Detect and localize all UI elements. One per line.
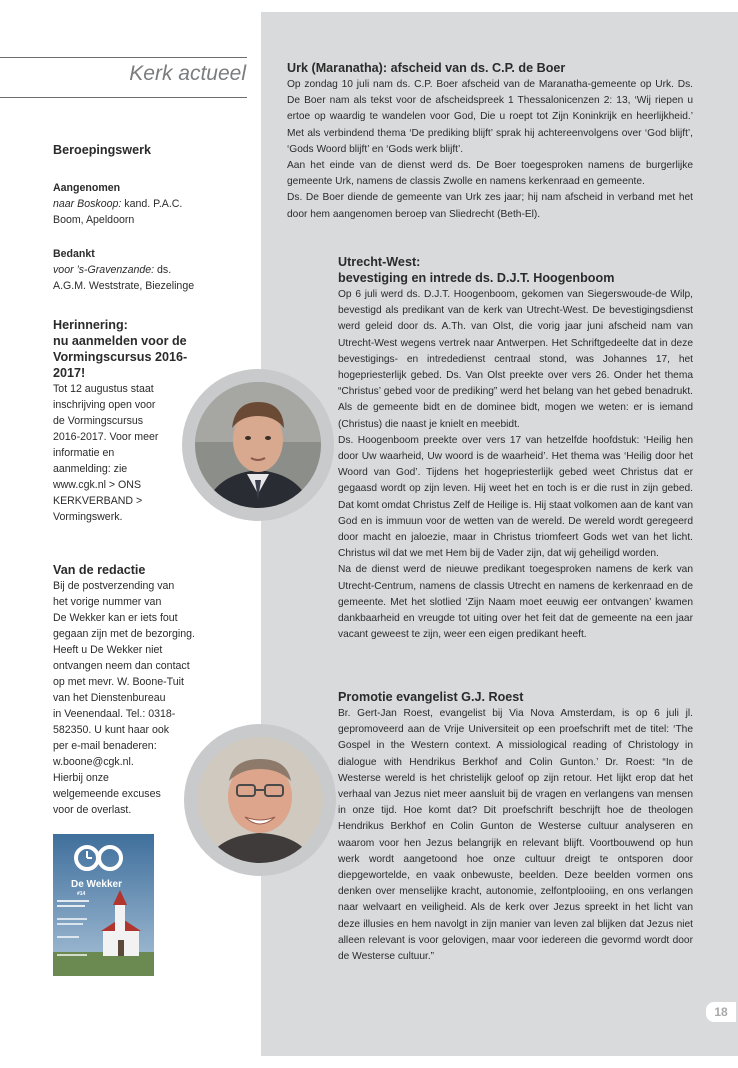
herinnering-body-line: Tot 12 augustus staat xyxy=(53,383,154,395)
redactie-body-line: welgemeende excuses xyxy=(53,788,161,800)
aangenomen-place: naar Boskoop: xyxy=(53,198,122,210)
beroepingswerk-heading: Beroepingswerk xyxy=(53,143,151,157)
aangenomen-label: Aangenomen xyxy=(53,182,121,194)
redactie-body-line: voor de overlast. xyxy=(53,804,132,816)
aangenomen-line xyxy=(53,196,253,212)
redactie-email-link[interactable]: w.boone@cgk.nl. xyxy=(53,756,134,768)
herinnering-heading xyxy=(53,317,253,381)
herinnering-heading-line: nu aanmelden voor de xyxy=(53,334,187,348)
portrait-hoogenboom xyxy=(195,382,321,508)
herinnering-link-line[interactable]: www.cgk.nl > ONS xyxy=(53,479,142,491)
bedankt-label: Bedankt xyxy=(53,248,95,260)
cover-illustration xyxy=(53,834,154,976)
de-wekker-cover-image xyxy=(53,834,154,976)
article-title xyxy=(338,254,693,286)
section-title: Kerk actueel xyxy=(129,62,246,85)
redactie-body-line: op met mevr. W. Boone-Tuit xyxy=(53,676,184,688)
header-rule-top xyxy=(0,57,247,58)
redactie-body-line: van het Dienstenbureau xyxy=(53,692,166,704)
herinnering-heading-line: Herinnering: xyxy=(53,318,128,332)
redactie-body-line: ontvangen neem dan contact xyxy=(53,660,190,672)
article-paragraph: Na de dienst werd de nieuwe predikant toegesproken namens de kerk van Utrecht-Centrum, namens de classis Utrecht en namens de kerkenraad en de gemeente. Met het slotlied ‘Zijn Naam moet eeuwig eer ontvangen’ kwamen dankbaarheid en vreugde tot uiting over het feit dat de gemeente na een jaar vacant geweest te zijn, weer een eigen predikant heeft. xyxy=(338,564,693,641)
redactie-body-line: Bij de postverzending van xyxy=(53,580,175,592)
article-paragraph: Op zondag 10 juli nam ds. C.P. Boer afscheid van de Maranatha-gemeente op Urk. Ds. De Boer nam als tekst voor de afscheidspreek 1 Thessalonicenzen 2: 13, ‘Wij riepen u ertoe op waardig te wandelen voor God, Die u roept tot Zijn Koninkrijk en heerlijkheid.’ Met als verbindend thema ‘De prediking blijft’ sprak hij achtereenvolgens over ‘God blijft’, ‘Gods Woord blijft’ en ‘Gods werk blijft’. xyxy=(287,79,693,155)
page-number: 18 xyxy=(706,1002,736,1022)
redactie-body-line: Heeft u De Wekker niet xyxy=(53,644,163,656)
redactie-body-line: gegaan zijn met de bezorging. xyxy=(53,628,195,640)
bedankt-text: ds. xyxy=(154,264,172,276)
herinnering-heading-line: Vormingscursus 2016- xyxy=(53,350,188,364)
herinnering-link-line[interactable]: Vormingswerk. xyxy=(53,511,123,523)
herinnering-heading-line: 2017! xyxy=(53,366,86,380)
portrait-roest-frame xyxy=(184,724,336,876)
bedankt-text2: A.G.M. Weststrate, Biezelinge xyxy=(53,280,195,292)
article-paragraph: Ds. Hoogenboom preekte over vers 17 van hetzelfde hoofdstuk: ‘Heilig hen door Uw waarheid, Uw woord is de waarheid’. Het thema was ‘Heilig door het Woord van God’. Tijdens het hogepriesterlijk gebed weet Christus dat er gegaasd wordt op zijn leven. Hij weet het en toch is er die rust in zijn gebed. Dat komt omdat Christus Zelf de Heilige is. Hij staat volkomen aan de kant van God en is immuun voor de wetten van de wereld. De wereld wordt geregeerd door macht en jaloezie, maar in Christus triomfeert Gods wet van het licht. Christus wil dat we met Hem bij de Vader zijn, dat wij geheiligd worden. xyxy=(338,434,693,560)
article-paragraph: Ds. De Boer diende de gemeente van Urk zes jaar; hij nam afscheid in verband met het door hem aangenomen beroep van Sliedrecht (Beth-El). xyxy=(287,192,693,220)
article-title xyxy=(338,689,693,705)
article-urk xyxy=(287,60,693,223)
article-paragraph: Op 6 juli werd ds. D.J.T. Hoogenboom, gekomen van Siegerswoude-de Wilp, bevestigd als predikant van de kerk van Utrecht-West. De bevestigingsdienst werd geleid door ds. A.Th. van Olst, die vorig jaar juni afscheid nam van Utrecht-West wegens vertrek naar Antwerpen. Het Schriftgedeelte dat in deze bevestigings- en intrededienst centraal stond, was Johannes 17, het hogepriesterlijk gebed. Ds. Van Olst preekte over vers 26. Onder het thema “Christus’ gebed voor de prediking” werd het belang van het gebed benadrukt. Als de gemeente bidt en de dominee bidt, mogen we weten: er is iemand (Christus) die naast je knielt en meebidt. xyxy=(338,289,693,430)
bedankt-place: voor ’s-Gravenzande: xyxy=(53,264,155,276)
herinnering-body-line: 2016-2017. Voor meer xyxy=(53,431,159,443)
redactie-body-line: per e-mail benaderen: xyxy=(53,740,157,752)
herinnering-body-line: informatie en xyxy=(53,447,115,459)
bedankt-line xyxy=(53,262,253,278)
redactie-body-line: Hierbij onze xyxy=(53,772,109,784)
header-rule-bottom xyxy=(0,97,247,98)
article-title-line: bevestiging en intrede ds. D.J.T. Hoogenboom xyxy=(338,271,615,285)
redactie-body-line: 582350. U kunt haar ook xyxy=(53,724,170,736)
article-title-line: Promotie evangelist G.J. Roest xyxy=(338,690,524,704)
article-paragraph: Br. Gert-Jan Roest, evangelist bij Via Nova Amsterdam, is op 6 juli jl. gepromoveerd aan de Vrije Universiteit op een proefschrift met de titel: ‘The Gospel in the Western context. A missiological reading of Christology in dialogue with Hendrikus Berkhof and Colin Gunton.’ Dr. Roest: “In de Westerse wereld is het christelijk geloof op zijn retour. Het lijkt erop dat het verhaal van Jezus niet meer aansluit bij de vragen en verlangens van mensen in onze tijd. Hoe komt dat? Dit proefschrift beschrijft hoe de theologen Hendrikus Berkhof en Colin Gunton de Westerse cultuur analyseren en waarom voor hen Jezus belangrijk en relevant blijft. Voortbouwend op hun werk wordt aangetoond hoe onze cultuur dreigt te ontsporen door diepgewortelde, en vaak onbewuste, beelden. Deze beelden vormen ons denken over menselijke kracht, autonomie, zelfontplooiing, en ons verlangen naar welvaart en veiligheid. Als de kerk over Jezus spreekt in het licht van deze illusies en hem navolgt in zijn manier van leven zal blijken dat Jezus niet alleen relevant is voor gelovigen, maar voor iedereen die gevormd wordt door de Westerse cultuur.” xyxy=(338,708,693,963)
portrait-roest xyxy=(197,737,323,863)
article-title xyxy=(287,60,693,76)
herinnering-body-line: inschrijving open voor xyxy=(53,399,156,411)
aangenomen-text: kand. P.A.C. xyxy=(121,198,183,210)
article-utrecht-west xyxy=(338,254,693,643)
redactie-body-line: De Wekker kan er iets fout xyxy=(53,612,178,624)
portrait-hoogenboom-frame xyxy=(182,369,334,521)
aangenomen-text2: Boom, Apeldoorn xyxy=(53,214,135,226)
herinnering-body-line: aanmelding: zie xyxy=(53,463,128,475)
article-promotie-roest xyxy=(338,689,693,965)
herinnering-link-line[interactable]: KERKVERBAND > xyxy=(53,495,143,507)
cover-issue: #14 xyxy=(77,891,86,897)
cover-logo-text: De Wekker xyxy=(71,879,122,890)
herinnering-body-line: de Vormingscursus xyxy=(53,415,144,427)
beroepingswerk-block xyxy=(53,142,253,294)
article-title-line: Utrecht-West: xyxy=(338,255,421,269)
redactie-heading: Van de redactie xyxy=(53,563,146,577)
article-title-line: Urk (Maranatha): afscheid van ds. C.P. de Boer xyxy=(287,61,566,75)
article-paragraph: Aan het einde van de dienst werd ds. De Boer toegesproken namens de burgerlijke gemeente Urk, namens de classis Zwolle en namens kerkenraad en gemeente. xyxy=(287,160,693,188)
redactie-body-line: het vorige nummer van xyxy=(53,596,162,608)
redactie-body-line: in Veenendaal. Tel.: 0318- xyxy=(53,708,176,720)
